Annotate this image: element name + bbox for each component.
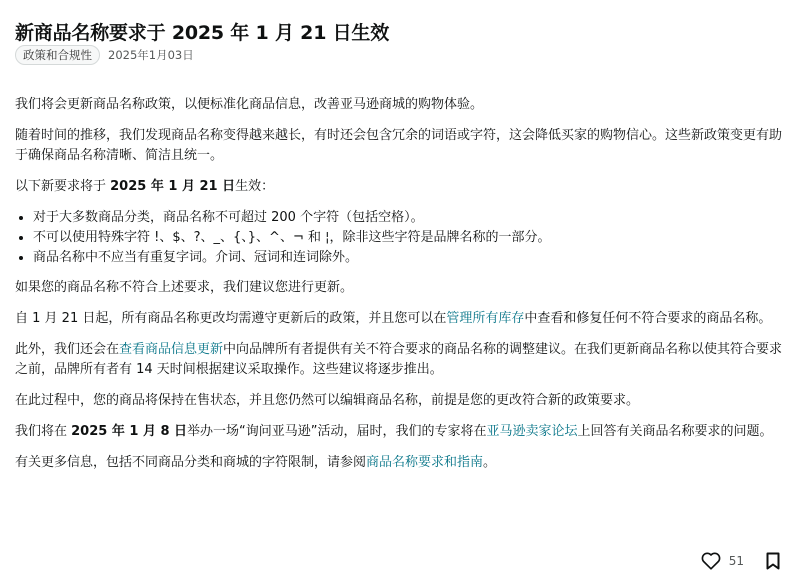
inventory-text-pre: 自 1 月 21 日起，所有商品名称更改均需遵守更新后的政策，并且您可以在 [15, 311, 447, 326]
inventory-text-post: 中查看和修复任何不符合要求的商品名称。 [524, 311, 772, 326]
page-title: 新商品名称要求于 2025 年 1 月 21 日生效 [15, 22, 390, 44]
paragraph-background: 随着时间的推移，我们发现商品名称变得越来越长，有时还会包含冗余的词语或字符，这会降低买家的购物信心。这些新政策变更有助于确保商品名称清晰、简洁且统一。 [15, 128, 783, 163]
brand-text-post: 中向品牌所有者提供有关不符合要求的商品名称的调整建议。在我们更新商品名称以使其符合要求之前，品牌所有者有 14 天时间根据建议采取操作。这些建议将逐步推出。 [15, 342, 783, 377]
like-button[interactable] [701, 552, 744, 570]
bookmark-icon[interactable] [766, 552, 780, 570]
like-count: 51 [728, 554, 744, 568]
paragraph-brand-owners [15, 340, 785, 380]
brand-text-pre: 此外，我们还会在 [15, 342, 120, 357]
event-text-pre: 我们将在 [15, 424, 72, 439]
more-info-text-post: 。 [483, 455, 497, 470]
requirements-list [15, 208, 785, 268]
effective-date: 2025 年 1 月 21 日 [110, 179, 236, 194]
paragraph-status: 在此过程中，您的商品将保持在售状态，并且您仍然可以编辑商品名称，前提是您的更改符合新的政策要求。 [15, 393, 640, 408]
view-listing-updates-link[interactable]: 查看商品信息更新 [119, 342, 224, 357]
manage-inventory-link[interactable]: 管理所有库存 [446, 311, 525, 326]
event-text-post: 上回答有关商品名称要求的问题。 [577, 424, 773, 439]
bookmark-button[interactable] [766, 552, 780, 570]
paragraph-intro: 我们将会更新商品名称政策，以便标准化商品信息，改善亚马逊商城的购物体验。 [15, 97, 484, 112]
paragraph-more-info [15, 453, 785, 473]
paragraph-recommendation: 如果您的商品名称不符合上述要求，我们建议您进行更新。 [15, 280, 354, 295]
list-item: • 对于大多数商品分类，商品名称不可超过 200 个字符（包括空格）。 [33, 208, 785, 228]
event-date: 2025 年 1 月 8 日 [71, 424, 188, 439]
requirements-intro-suffix: 生效： [235, 179, 275, 194]
event-text-mid: 举办一场“询问亚马逊”活动，届时，我们的专家将在 [187, 424, 487, 439]
seller-forums-link[interactable]: 亚马逊卖家论坛 [486, 424, 578, 439]
paragraph-requirements-intro [15, 177, 785, 197]
requirements-intro-text: 以下新要求将于 [15, 179, 111, 194]
more-info-text-pre: 有关更多信息，包括不同商品分类和商城的字符限制，请参阅 [15, 455, 367, 470]
article-body [15, 95, 785, 484]
paragraph-event [15, 422, 785, 442]
list-item: • 商品名称中不应当有重复字词。介词、冠词和连词除外。 [33, 248, 785, 268]
list-item: • 不可以使用特殊字符 !、$、?、_、{、}、^、¬ 和 ¦，除非这些字符是品牌名称的一部分。 [33, 228, 785, 248]
category-badge[interactable]: 政策和合规性 [15, 45, 100, 65]
publish-date: 2025年1月03日 [108, 48, 194, 62]
paragraph-inventory [15, 309, 785, 329]
heart-icon[interactable] [701, 552, 721, 570]
article-footer [701, 552, 780, 570]
article-meta [15, 45, 194, 65]
title-requirements-link[interactable]: 商品名称要求和指南 [366, 455, 484, 470]
